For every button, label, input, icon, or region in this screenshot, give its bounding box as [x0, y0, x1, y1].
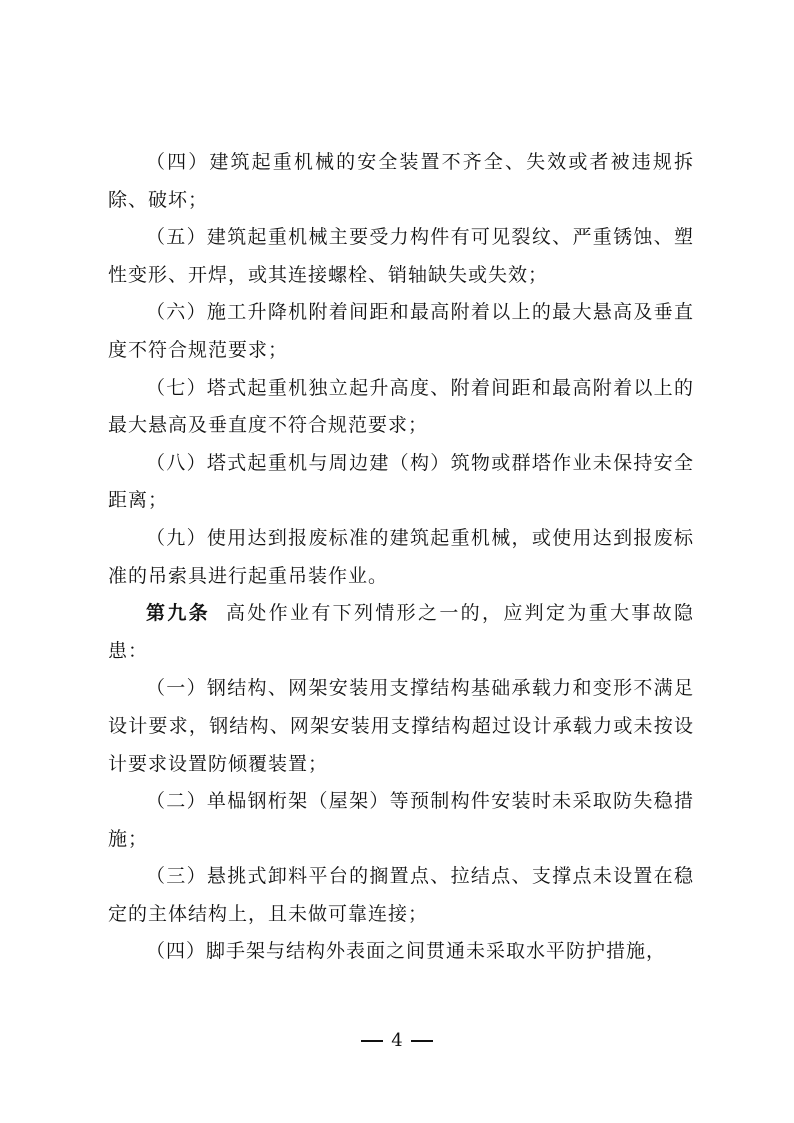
paragraph-item-6: （六）施工升降机附着间距和最高附着以上的最大悬高及垂直度不符合规范要求；: [108, 301, 694, 361]
dash-left-icon: [361, 1040, 383, 1042]
paragraph-item-8: （八）塔式起重机与周边建（构）筑物或群塔作业未保持安全距离；: [108, 451, 694, 512]
page-footer: [0, 1030, 794, 1051]
paragraph-item-4: （四）建筑起重机械的安全装置不齐全、失效或者被违规拆除、破坏；: [108, 151, 694, 211]
paragraph-item-5: （五）建筑起重机械主要受力构件有可见裂纹、严重锈蚀、塑性变形、开焊，或其连接螺栓、销轴缺失或失效；: [108, 226, 694, 286]
article-text: 高处作业有下列情形之一的，应判定为重大事故隐患：: [108, 602, 694, 662]
page-number: 4: [391, 1030, 403, 1051]
paragraph-item-4b: （四）脚手架与结构外表面之间贯通未采取水平防护措施，: [146, 940, 667, 963]
article-9-paragraph: [108, 595, 694, 670]
paragraph-item-9: （九）使用达到报废标准的建筑起重机械，或使用达到报废标准的吊索具进行起重吊装作业。: [108, 526, 694, 587]
paragraph-item-2: （二）单榀钢桁架（屋架）等预制构件安装时未采取防失稳措施；: [108, 790, 694, 850]
article-number: 第九条: [146, 602, 210, 625]
dash-right-icon: [411, 1040, 433, 1042]
document-body: [108, 144, 694, 971]
paragraph-item-1: （一）钢结构、网架安装用支撑结构基础承载力和变形不满足设计要求，钢结构、网架安装用支撑结构超过设计承载力或未按设计要求设置防倾覆装置；: [108, 677, 694, 775]
paragraph-item-3: （三）悬挑式卸料平台的搁置点、拉结点、支撑点未设置在稳定的主体结构上，且未做可靠连接；: [108, 865, 694, 925]
paragraph-item-7: （七）塔式起重机独立起升高度、附着间距和最高附着以上的最大悬高及垂直度不符合规范要求；: [108, 376, 694, 437]
